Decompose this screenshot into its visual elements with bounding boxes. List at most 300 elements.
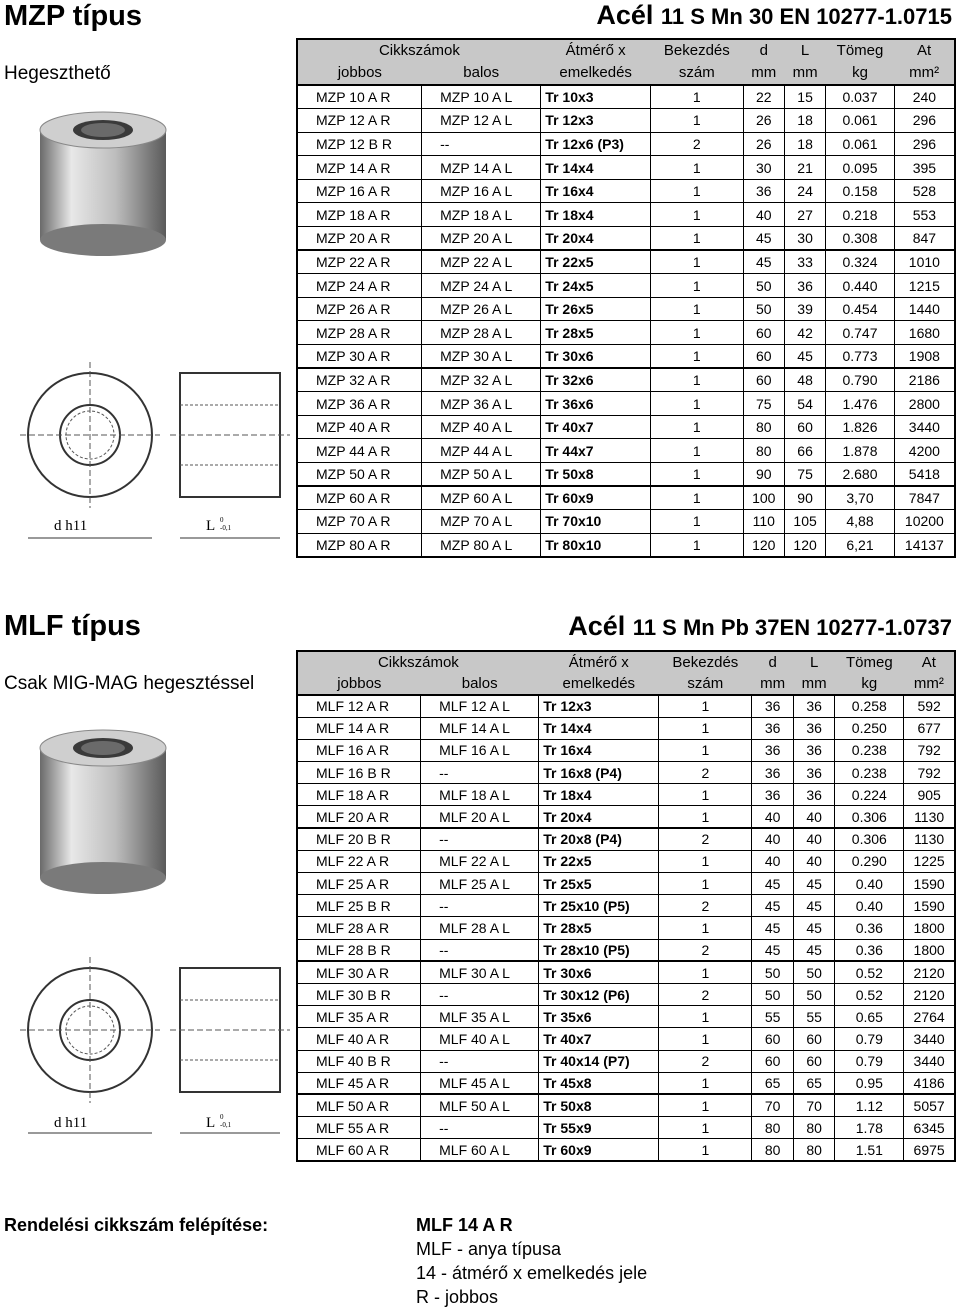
table-row bbox=[297, 917, 955, 939]
table-row bbox=[297, 717, 955, 739]
table-cell: MLF 25 B R bbox=[297, 895, 421, 917]
table-row bbox=[297, 510, 955, 534]
table-cell: Tr 28x5 bbox=[539, 917, 659, 939]
table-cell: 60 bbox=[752, 1050, 794, 1072]
table-cell: Tr 60x9 bbox=[541, 486, 651, 510]
table-cell: -- bbox=[422, 132, 541, 156]
table-cell: 36 bbox=[752, 784, 794, 806]
table-cell: MZP 24 A L bbox=[422, 274, 541, 298]
table-cell: 40 bbox=[752, 828, 794, 850]
header-mm-d: mm bbox=[743, 61, 784, 85]
table-cell: MLF 22 A R bbox=[297, 850, 421, 872]
table-cell: 1 bbox=[651, 392, 744, 416]
table-row bbox=[297, 1006, 955, 1028]
table-cell: 0.40 bbox=[835, 895, 904, 917]
table-cell: 0.454 bbox=[826, 297, 895, 321]
table-cell: 27 bbox=[784, 203, 825, 227]
table-cell: 592 bbox=[904, 695, 955, 717]
table-cell: 5418 bbox=[894, 463, 955, 487]
table-cell: 110 bbox=[743, 510, 784, 534]
table-row bbox=[297, 1072, 955, 1094]
table-cell: 36 bbox=[793, 762, 835, 784]
header-balos: balos bbox=[421, 673, 539, 695]
table-cell: Tr 14x4 bbox=[541, 156, 651, 180]
table-cell: 0.773 bbox=[826, 345, 895, 369]
table-cell: Tr 60x9 bbox=[539, 1139, 659, 1161]
mlf-nut-photo-icon bbox=[28, 718, 178, 903]
table-row bbox=[297, 828, 955, 850]
table-cell: 1 bbox=[659, 695, 752, 717]
table-cell: 80 bbox=[743, 439, 784, 463]
table-cell: MLF 25 A L bbox=[421, 873, 539, 895]
table-cell: Tr 12x6 (P3) bbox=[541, 132, 651, 156]
table-cell: MZP 80 A R bbox=[297, 533, 422, 557]
order-code-example: MLF 14 A R bbox=[416, 1215, 513, 1235]
header-balos: balos bbox=[422, 61, 541, 85]
table-cell: 36 bbox=[793, 739, 835, 761]
table-cell: MZP 26 A L bbox=[422, 297, 541, 321]
table-cell: 1225 bbox=[904, 850, 955, 872]
table-cell: 60 bbox=[784, 415, 825, 439]
table-cell: 4186 bbox=[904, 1072, 955, 1094]
table-cell: 45 bbox=[784, 345, 825, 369]
header-mm-l: mm bbox=[784, 61, 825, 85]
table-cell: 0.250 bbox=[835, 717, 904, 739]
table-cell: MZP 60 A R bbox=[297, 486, 422, 510]
table-cell: MZP 70 A R bbox=[297, 510, 422, 534]
table-cell: 1590 bbox=[904, 873, 955, 895]
table-cell: MZP 30 A R bbox=[297, 345, 422, 369]
table-cell: 1 bbox=[651, 85, 744, 109]
table-cell: 3440 bbox=[904, 1028, 955, 1050]
table-cell: 14137 bbox=[894, 533, 955, 557]
table-cell: MLF 30 A R bbox=[297, 961, 421, 983]
table-cell: MZP 12 A L bbox=[422, 109, 541, 133]
header-tomeg: Tömeg bbox=[826, 39, 895, 61]
table-cell: 0.308 bbox=[826, 227, 895, 251]
table-cell: 100 bbox=[743, 486, 784, 510]
table-row bbox=[297, 961, 955, 983]
material-code: 11 S Mn Pb 37EN 10277-1.0737 bbox=[632, 615, 952, 640]
table-cell: MZP 28 A R bbox=[297, 321, 422, 345]
table-row bbox=[297, 1028, 955, 1050]
table-cell: 1.78 bbox=[835, 1117, 904, 1139]
table-row bbox=[297, 1139, 955, 1161]
table-cell: 36 bbox=[752, 739, 794, 761]
table-cell: MZP 18 A L bbox=[422, 203, 541, 227]
table-cell: MLF 18 A L bbox=[421, 784, 539, 806]
table-cell: MZP 36 A R bbox=[297, 392, 422, 416]
table-cell: MZP 50 A R bbox=[297, 463, 422, 487]
table-cell: 677 bbox=[904, 717, 955, 739]
table-cell: -- bbox=[421, 895, 539, 917]
header-mm2: mm² bbox=[894, 61, 955, 85]
table-cell: MLF 60 A L bbox=[421, 1139, 539, 1161]
table-cell: 0.36 bbox=[835, 917, 904, 939]
table-cell: Tr 25x10 (P5) bbox=[539, 895, 659, 917]
table-cell: 0.36 bbox=[835, 939, 904, 961]
table-cell: 296 bbox=[894, 109, 955, 133]
table-cell: 1130 bbox=[904, 828, 955, 850]
table-cell: 0.65 bbox=[835, 1006, 904, 1028]
table-cell: 1 bbox=[651, 274, 744, 298]
table-cell: Tr 18x4 bbox=[539, 784, 659, 806]
table-cell: MZP 24 A R bbox=[297, 274, 422, 298]
table-cell: Tr 20x4 bbox=[541, 227, 651, 251]
table-cell: 24 bbox=[784, 179, 825, 203]
table-cell: MLF 20 A L bbox=[421, 806, 539, 828]
table-cell: 40 bbox=[752, 806, 794, 828]
table-cell: 45 bbox=[752, 873, 794, 895]
table-cell: 905 bbox=[904, 784, 955, 806]
table-cell: 21 bbox=[784, 156, 825, 180]
table-cell: 0.790 bbox=[826, 368, 895, 392]
table-cell: MLF 22 A L bbox=[421, 850, 539, 872]
table-row bbox=[297, 873, 955, 895]
table-cell: Tr 30x6 bbox=[541, 345, 651, 369]
table-cell: 2 bbox=[659, 895, 752, 917]
table-cell: 1.12 bbox=[835, 1094, 904, 1116]
table-cell: 1440 bbox=[894, 297, 955, 321]
mzp-technical-drawing-icon bbox=[20, 360, 290, 555]
header-d: d bbox=[743, 39, 784, 61]
table-cell: 1 bbox=[651, 321, 744, 345]
table-cell: MLF 40 A R bbox=[297, 1028, 421, 1050]
table-cell: 0.224 bbox=[835, 784, 904, 806]
table-cell: MZP 44 A R bbox=[297, 439, 422, 463]
table-cell: 3,70 bbox=[826, 486, 895, 510]
dimension-label-d: d h11 bbox=[54, 518, 88, 534]
table-cell: 1 bbox=[651, 439, 744, 463]
mzp-nut-photo-icon bbox=[28, 100, 178, 265]
table-cell: 847 bbox=[894, 227, 955, 251]
table-cell: 40 bbox=[793, 806, 835, 828]
table-cell: -- bbox=[421, 1117, 539, 1139]
table-cell: Tr 16x8 (P4) bbox=[539, 762, 659, 784]
table-cell: MZP 22 A R bbox=[297, 250, 422, 274]
table-cell: MLF 50 A L bbox=[421, 1094, 539, 1116]
table-cell: MZP 60 A L bbox=[422, 486, 541, 510]
table-cell: 1 bbox=[659, 873, 752, 895]
table-cell: 36 bbox=[743, 179, 784, 203]
table-row bbox=[297, 227, 955, 251]
table-cell: 55 bbox=[752, 1006, 794, 1028]
table-cell: Tr 30x6 bbox=[539, 961, 659, 983]
table-cell: 42 bbox=[784, 321, 825, 345]
table-row bbox=[297, 250, 955, 274]
table-cell: 1.51 bbox=[835, 1139, 904, 1161]
table-cell: Tr 14x4 bbox=[539, 717, 659, 739]
header-tomeg: Tömeg bbox=[835, 651, 904, 673]
order-code-line: MLF - anya típusa bbox=[416, 1239, 562, 1259]
table-cell: MLF 20 B R bbox=[297, 828, 421, 850]
table-cell: 40 bbox=[793, 828, 835, 850]
table-cell: 0.440 bbox=[826, 274, 895, 298]
table-cell: 90 bbox=[743, 463, 784, 487]
table-cell: 70 bbox=[752, 1094, 794, 1116]
table-row bbox=[297, 368, 955, 392]
table-cell: Tr 28x5 bbox=[541, 321, 651, 345]
table-row bbox=[297, 1050, 955, 1072]
header-kg: kg bbox=[826, 61, 895, 85]
table-cell: MZP 12 B R bbox=[297, 132, 422, 156]
table-cell: MZP 14 A R bbox=[297, 156, 422, 180]
table-cell: Tr 12x3 bbox=[541, 109, 651, 133]
table-cell: 45 bbox=[743, 250, 784, 274]
table-cell: MZP 14 A L bbox=[422, 156, 541, 180]
table-row bbox=[297, 297, 955, 321]
table-cell: 10200 bbox=[894, 510, 955, 534]
order-code-line: R - jobbos bbox=[416, 1287, 499, 1307]
table-cell: Tr 80x10 bbox=[541, 533, 651, 557]
table-cell: 45 bbox=[752, 895, 794, 917]
table-cell: 792 bbox=[904, 739, 955, 761]
header-d: d bbox=[752, 651, 794, 673]
table-cell: 1 bbox=[659, 717, 752, 739]
table-cell: 2120 bbox=[904, 961, 955, 983]
table-cell: 0.061 bbox=[826, 109, 895, 133]
table-row bbox=[297, 486, 955, 510]
table-cell: 1 bbox=[651, 463, 744, 487]
table-cell: 18 bbox=[784, 132, 825, 156]
table-cell: MLF 40 B R bbox=[297, 1050, 421, 1072]
table-cell: MZP 36 A L bbox=[422, 392, 541, 416]
mlf-material bbox=[568, 611, 952, 642]
table-cell: MLF 16 B R bbox=[297, 762, 421, 784]
table-row bbox=[297, 1094, 955, 1116]
table-cell: Tr 44x7 bbox=[541, 439, 651, 463]
table-cell: Tr 32x6 bbox=[541, 368, 651, 392]
table-cell: 1.826 bbox=[826, 415, 895, 439]
table-cell: 1 bbox=[651, 227, 744, 251]
mlf-spec-table bbox=[296, 650, 956, 1162]
table-cell: 1908 bbox=[894, 345, 955, 369]
table-cell: MZP 26 A R bbox=[297, 297, 422, 321]
table-cell: MLF 60 A R bbox=[297, 1139, 421, 1161]
table-cell: 1 bbox=[659, 1094, 752, 1116]
table-cell: MZP 44 A L bbox=[422, 439, 541, 463]
table-cell: 1800 bbox=[904, 939, 955, 961]
table-cell: 2.680 bbox=[826, 463, 895, 487]
table-cell: 0.79 bbox=[835, 1050, 904, 1072]
table-cell: 66 bbox=[784, 439, 825, 463]
table-cell: 1800 bbox=[904, 917, 955, 939]
table-cell: 0.290 bbox=[835, 850, 904, 872]
table-cell: Tr 28x10 (P5) bbox=[539, 939, 659, 961]
table-row bbox=[297, 132, 955, 156]
table-row bbox=[297, 203, 955, 227]
table-cell: 1130 bbox=[904, 806, 955, 828]
table-cell: 50 bbox=[793, 983, 835, 1005]
table-cell: 120 bbox=[784, 533, 825, 557]
table-cell: -- bbox=[421, 983, 539, 1005]
table-row bbox=[297, 392, 955, 416]
table-cell: 75 bbox=[743, 392, 784, 416]
order-code-line: 14 - átmérő x emelkedés jele bbox=[416, 1263, 648, 1283]
table-cell: 1 bbox=[651, 368, 744, 392]
table-cell: 60 bbox=[743, 368, 784, 392]
table-cell: 1 bbox=[651, 156, 744, 180]
table-cell: MLF 12 A L bbox=[421, 695, 539, 717]
table-cell: 0.158 bbox=[826, 179, 895, 203]
table-cell: Tr 22x5 bbox=[541, 250, 651, 274]
table-row bbox=[297, 321, 955, 345]
table-cell: MZP 40 A L bbox=[422, 415, 541, 439]
table-row bbox=[297, 739, 955, 761]
table-cell: 80 bbox=[752, 1139, 794, 1161]
table-cell: 0.324 bbox=[826, 250, 895, 274]
table-cell: 7847 bbox=[894, 486, 955, 510]
table-cell: 120 bbox=[743, 533, 784, 557]
table-cell: 1 bbox=[659, 1139, 752, 1161]
table-cell: Tr 16x4 bbox=[539, 739, 659, 761]
table-cell: Tr 10x3 bbox=[541, 85, 651, 109]
table-cell: Tr 35x6 bbox=[539, 1006, 659, 1028]
dimension-label-l: L bbox=[206, 1115, 216, 1131]
table-cell: MLF 55 A R bbox=[297, 1117, 421, 1139]
table-row bbox=[297, 806, 955, 828]
table-cell: 60 bbox=[752, 1028, 794, 1050]
table-cell: 1 bbox=[651, 415, 744, 439]
mzp-spec-table bbox=[296, 38, 956, 558]
table-cell: MLF 30 B R bbox=[297, 983, 421, 1005]
table-cell: Tr 12x3 bbox=[539, 695, 659, 717]
table-cell: MLF 50 A R bbox=[297, 1094, 421, 1116]
table-cell: 6,21 bbox=[826, 533, 895, 557]
table-cell: MLF 16 A L bbox=[421, 739, 539, 761]
table-cell: Tr 26x5 bbox=[541, 297, 651, 321]
mzp-title: MZP típus bbox=[4, 0, 143, 32]
table-cell: MZP 28 A L bbox=[422, 321, 541, 345]
table-cell: 90 bbox=[784, 486, 825, 510]
table-cell: 0.95 bbox=[835, 1072, 904, 1094]
table-cell: 36 bbox=[784, 274, 825, 298]
table-cell: 2 bbox=[659, 983, 752, 1005]
header-jobbos: jobbos bbox=[297, 61, 422, 85]
table-cell: MLF 40 A L bbox=[421, 1028, 539, 1050]
table-cell: MLF 16 A R bbox=[297, 739, 421, 761]
table-cell: 33 bbox=[784, 250, 825, 274]
table-row bbox=[297, 463, 955, 487]
table-cell: 0.306 bbox=[835, 828, 904, 850]
table-cell: 60 bbox=[743, 321, 784, 345]
table-cell: 1 bbox=[651, 533, 744, 557]
table-cell: Tr 40x14 (P7) bbox=[539, 1050, 659, 1072]
table-cell: 36 bbox=[793, 695, 835, 717]
table-cell: 60 bbox=[793, 1050, 835, 1072]
dimension-tolerance: 0 -0,1 bbox=[220, 516, 232, 532]
table-cell: 1 bbox=[651, 179, 744, 203]
table-cell: 15 bbox=[784, 85, 825, 109]
table-cell: 45 bbox=[793, 917, 835, 939]
table-cell: 0.40 bbox=[835, 873, 904, 895]
table-cell: MZP 32 A R bbox=[297, 368, 422, 392]
table-cell: -- bbox=[421, 1050, 539, 1072]
table-cell: 0.218 bbox=[826, 203, 895, 227]
table-cell: 0.52 bbox=[835, 961, 904, 983]
table-cell: 3440 bbox=[904, 1050, 955, 1072]
table-cell: MLF 14 A R bbox=[297, 717, 421, 739]
table-cell: 60 bbox=[793, 1028, 835, 1050]
table-cell: 1 bbox=[659, 1117, 752, 1139]
header-emelkedes: emelkedés bbox=[539, 673, 659, 695]
table-cell: 80 bbox=[793, 1139, 835, 1161]
table-cell: Tr 20x8 (P4) bbox=[539, 828, 659, 850]
table-cell: 1 bbox=[659, 961, 752, 983]
table-cell: 45 bbox=[793, 895, 835, 917]
table-cell: -- bbox=[421, 828, 539, 850]
table-cell: Tr 25x5 bbox=[539, 873, 659, 895]
table-cell: MZP 70 A L bbox=[422, 510, 541, 534]
table-cell: MLF 45 A R bbox=[297, 1072, 421, 1094]
table-cell: 6345 bbox=[904, 1117, 955, 1139]
table-cell: MZP 30 A L bbox=[422, 345, 541, 369]
table-cell: 1 bbox=[651, 109, 744, 133]
order-code-explanation bbox=[416, 1213, 647, 1309]
table-cell: 0.747 bbox=[826, 321, 895, 345]
table-cell: MLF 18 A R bbox=[297, 784, 421, 806]
table-row bbox=[297, 109, 955, 133]
table-cell: 22 bbox=[743, 85, 784, 109]
header-szam: szám bbox=[651, 61, 744, 85]
table-cell: Tr 45x8 bbox=[539, 1072, 659, 1094]
table-cell: 0.79 bbox=[835, 1028, 904, 1050]
table-cell: MLF 25 A R bbox=[297, 873, 421, 895]
table-cell: Tr 40x7 bbox=[541, 415, 651, 439]
table-cell: Tr 40x7 bbox=[539, 1028, 659, 1050]
material-prefix: Acél bbox=[568, 611, 626, 641]
table-cell: 75 bbox=[784, 463, 825, 487]
header-cikkszamok: Cikkszámok bbox=[297, 39, 541, 61]
table-row bbox=[297, 784, 955, 806]
mlf-technical-drawing-icon bbox=[20, 955, 290, 1150]
table-cell: 50 bbox=[743, 274, 784, 298]
table-cell: 528 bbox=[894, 179, 955, 203]
table-row bbox=[297, 939, 955, 961]
table-cell: 48 bbox=[784, 368, 825, 392]
table-cell: 50 bbox=[793, 961, 835, 983]
table-cell: 105 bbox=[784, 510, 825, 534]
table-cell: 2 bbox=[659, 762, 752, 784]
table-cell: -- bbox=[421, 939, 539, 961]
table-cell: MZP 20 A L bbox=[422, 227, 541, 251]
table-cell: 2 bbox=[651, 132, 744, 156]
table-cell: 0.037 bbox=[826, 85, 895, 109]
table-cell: 2120 bbox=[904, 983, 955, 1005]
header-at: At bbox=[894, 39, 955, 61]
table-cell: Tr 18x4 bbox=[541, 203, 651, 227]
table-cell: MZP 40 A R bbox=[297, 415, 422, 439]
table-cell: MZP 16 A L bbox=[422, 179, 541, 203]
mzp-subtitle: Hegeszthető bbox=[4, 63, 111, 84]
header-atmero: Átmérő x bbox=[539, 651, 659, 673]
table-cell: 0.238 bbox=[835, 762, 904, 784]
table-cell: 553 bbox=[894, 203, 955, 227]
table-cell: 2764 bbox=[904, 1006, 955, 1028]
table-row bbox=[297, 983, 955, 1005]
table-cell: MLF 12 A R bbox=[297, 695, 421, 717]
table-cell: 792 bbox=[904, 762, 955, 784]
table-cell: 1 bbox=[659, 850, 752, 872]
table-cell: 395 bbox=[894, 156, 955, 180]
table-cell: 54 bbox=[784, 392, 825, 416]
table-cell: 240 bbox=[894, 85, 955, 109]
table-cell: 50 bbox=[752, 983, 794, 1005]
table-cell: 45 bbox=[752, 917, 794, 939]
table-cell: 0.095 bbox=[826, 156, 895, 180]
header-cikkszamok: Cikkszámok bbox=[297, 651, 539, 673]
table-cell: MZP 12 A R bbox=[297, 109, 422, 133]
